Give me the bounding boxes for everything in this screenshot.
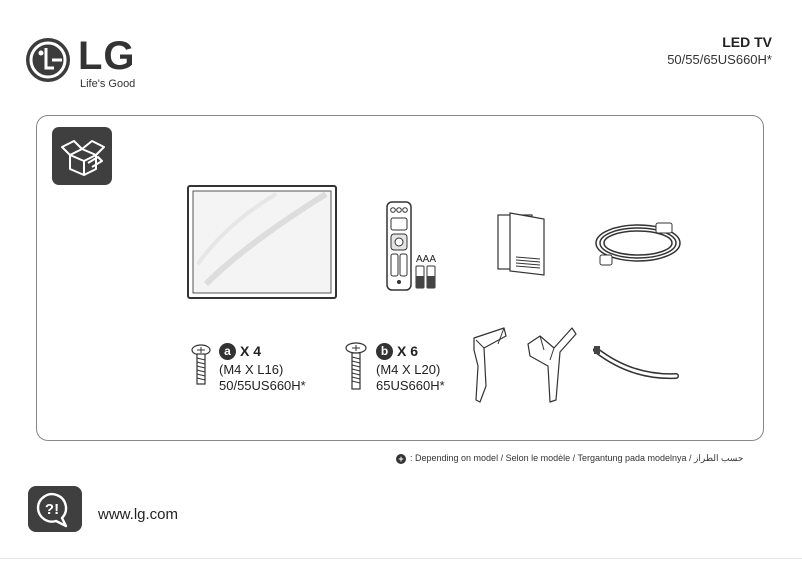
model-note-text: : Depending on model / Selon le modèle / Tergantung pada modelnya / حسب الطراز (410, 453, 744, 463)
aaa-batteries-illustration (414, 264, 438, 290)
screw-a-count: X 4 (240, 343, 262, 359)
product-type: LED TV (722, 34, 772, 50)
screw-b-icon (344, 340, 368, 392)
stand-left-illustration (470, 326, 510, 404)
screw-a-size: (M4 X L16) (219, 362, 284, 377)
manuals-illustration (496, 211, 556, 277)
screw-b-size: (M4 X L20) (376, 362, 441, 377)
power-cord-illustration (592, 217, 688, 269)
lg-logo (26, 34, 146, 94)
website-link[interactable]: www.lg.com (98, 506, 179, 523)
cable-holder-illustration (592, 342, 680, 382)
screw-a-icon (190, 343, 212, 387)
model-note (396, 453, 743, 464)
screw-a-badge: a (219, 343, 236, 360)
svg-text:?!: ?! (44, 501, 60, 518)
battery-label: AAA (416, 254, 437, 265)
stand-right-illustration (526, 326, 578, 404)
screw-b-badge: b (376, 343, 393, 360)
lg-face-icon (26, 38, 70, 82)
remote-control-illustration (384, 200, 414, 292)
screw-b-count: X 6 (397, 343, 419, 359)
open-box-icon (52, 127, 112, 185)
screw-a-models: 50/55US660H* (219, 378, 306, 393)
tv-illustration (186, 184, 338, 302)
model-number: 50/55/65US660H* (667, 52, 772, 67)
brand-name: LG (78, 34, 136, 78)
brand-tagline: Life's Good (80, 78, 136, 90)
plus-circle-icon: + (396, 454, 406, 464)
bottom-divider (0, 558, 802, 559)
screw-b-models: 65US660H* (376, 378, 445, 393)
support-question-icon (28, 486, 82, 532)
